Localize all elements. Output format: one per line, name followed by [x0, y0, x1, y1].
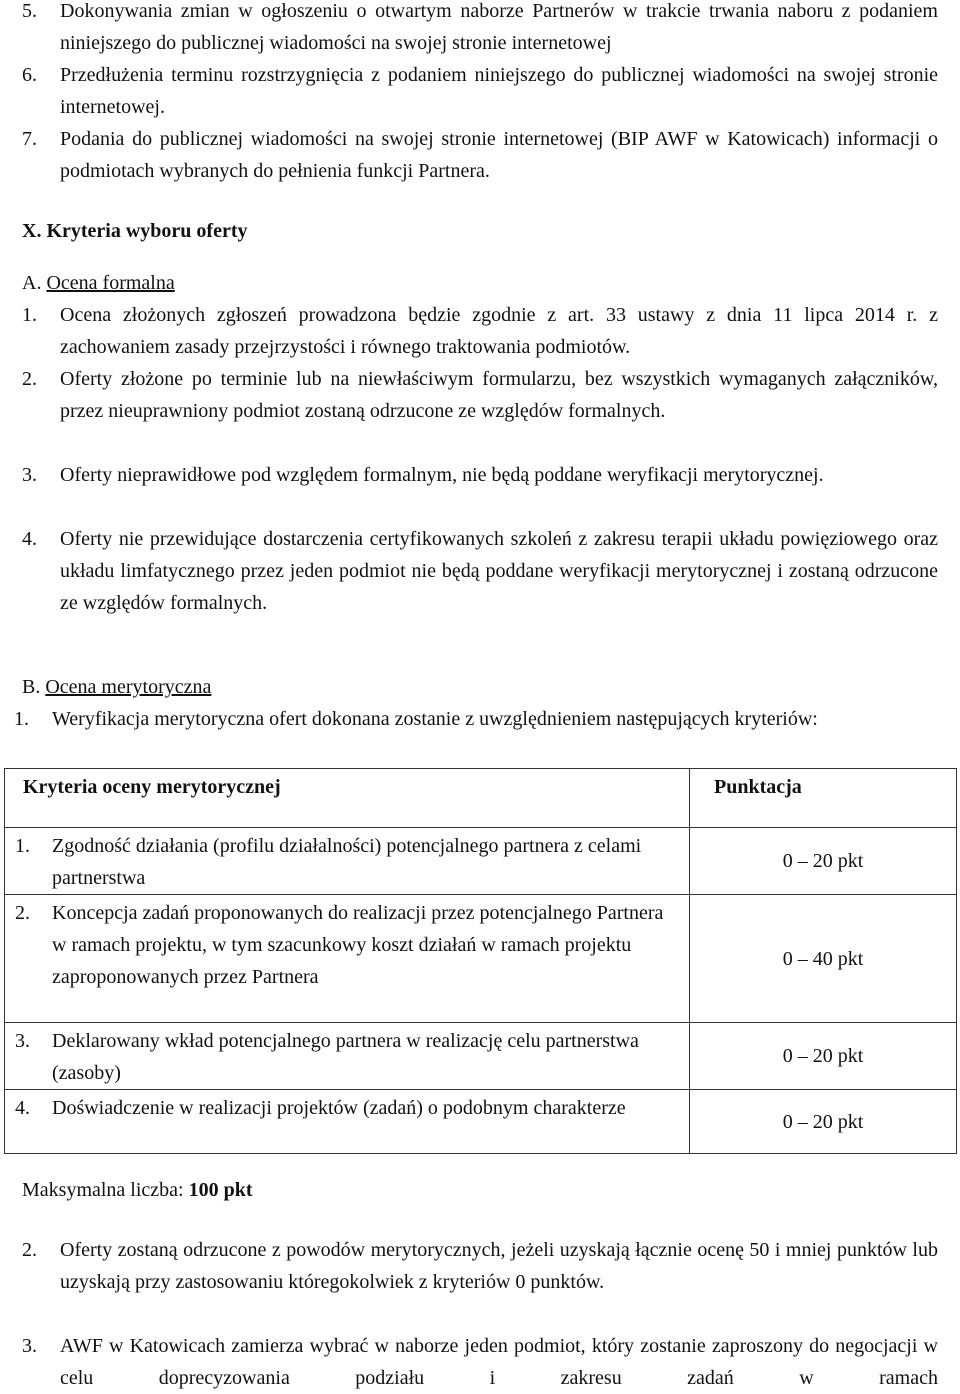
list-number: 2.: [22, 1239, 37, 1261]
criterion-text: Zgodność działania (profilu działalności) potencjalnego partnera z celami partnerstwa: [52, 835, 642, 889]
list-number: 4.: [22, 528, 37, 550]
subsection-b-heading: [22, 671, 211, 703]
list-text: Podania do publicznej wiadomości na swojej stronie internetowej (BIP AWF w Katowicach) informacji o podmiotach wybranych do pełnienia funkcji Partnera.: [60, 128, 938, 182]
list-item: [22, 59, 938, 123]
table-header-row: [5, 769, 957, 828]
list-number: 2.: [22, 368, 37, 390]
list-item: [14, 703, 938, 735]
criterion-number: 1.: [15, 835, 30, 857]
table-row: [5, 828, 957, 895]
table-header-criteria: Kryteria oceny merytorycznej: [5, 769, 690, 828]
list-item: [22, 1234, 938, 1298]
max-points-label: Maksymalna liczba:: [22, 1179, 189, 1201]
list-text: Dokonywania zmian w ogłoszeniu o otwartym naborze Partnerów w trakcie trwania naboru z podaniem niniejszego do publicznej wiadomości na swojej stronie internetowej: [60, 0, 938, 54]
list-number: 3.: [22, 1335, 37, 1357]
list-text: Oferty nieprawidłowe pod względem formalnym, nie będą poddane weryfikacji merytorycznej.: [60, 464, 824, 486]
points-cell: 0 – 40 pkt: [690, 895, 957, 1023]
list-item: [22, 523, 938, 619]
table-row: [5, 1090, 957, 1154]
list-number: 1.: [22, 304, 37, 326]
list-text: AWF w Katowicach zamierza wybrać w naborze jeden podmiot, który zostanie zaproszony do negocjacji w celu doprecyzowania podziału i zakresu zadań w ramach: [60, 1335, 938, 1389]
list-text: Przedłużenia terminu rozstrzygnięcia z podaniem niniejszego do publicznej wiadomości na swojej stronie internetowej.: [60, 64, 938, 118]
criterion-cell: [5, 828, 690, 895]
criterion-cell: [5, 1090, 690, 1154]
list-number: 5.: [22, 0, 37, 22]
table-row: [5, 895, 957, 1023]
list-number: 7.: [22, 128, 37, 150]
subsection-title: Ocena merytoryczna: [45, 676, 212, 698]
list-item: [22, 123, 938, 187]
criterion-cell: [5, 1023, 690, 1090]
list-text: Oferty złożone po terminie lub na niewłaściwym formularzu, bez wszystkich wymaganych załączników, przez nieuprawniony podmiot zostaną odrzucone ze względów formalnych.: [60, 368, 938, 422]
list-number: 6.: [22, 64, 37, 86]
subsection-title: Ocena formalna: [46, 272, 175, 294]
points-cell: 0 – 20 pkt: [690, 828, 957, 895]
section-heading: X. Kryteria wyboru oferty: [22, 220, 248, 242]
subsection-letter: B.: [22, 676, 41, 698]
criterion-text: Deklarowany wkład potencjalnego partnera w realizację celu partnerstwa (zasoby): [52, 1030, 639, 1084]
list-item: [22, 363, 938, 427]
subsection-letter: A.: [22, 272, 42, 294]
max-points-value: 100 pkt: [188, 1179, 253, 1201]
list-item: [22, 0, 938, 59]
list-text: Ocena złożonych zgłoszeń prowadzona będzie zgodnie z art. 33 ustawy z dnia 11 lipca 2014 r. z zachowaniem zasady przejrzystości i równego traktowania podmiotów.: [60, 304, 938, 358]
points-cell: 0 – 20 pkt: [690, 1023, 957, 1090]
criterion-text: Doświadczenie w realizacji projektów (zadań) o podobnym charakterze: [52, 1097, 626, 1119]
list-number: 1.: [14, 708, 29, 730]
criteria-table: [4, 768, 957, 1154]
points-cell: 0 – 20 pkt: [690, 1090, 957, 1154]
list-item: [22, 299, 938, 363]
list-text: Weryfikacja merytoryczna ofert dokonana zostanie z uwzględnieniem następujących kryteriów:: [52, 708, 818, 730]
list-number: 3.: [22, 464, 37, 486]
list-item: [22, 459, 938, 491]
criterion-cell: [5, 895, 690, 1023]
table-header-points: Punktacja: [690, 769, 957, 828]
max-points-line: [22, 1174, 253, 1206]
criterion-number: 3.: [15, 1030, 30, 1052]
list-text: Oferty zostaną odrzucone z powodów merytorycznych, jeżeli uzyskają łącznie ocenę 50 i mniej punktów lub uzyskają przy zastosowaniu któregokolwiek z kryteriów 0 punktów.: [60, 1239, 938, 1293]
criterion-number: 4.: [15, 1097, 30, 1119]
list-text: Oferty nie przewidujące dostarczenia certyfikowanych szkoleń z zakresu terapii układu powięziowego oraz układu limfatycznego przez jeden podmiot nie będą poddane weryfikacji merytorycznej i zostaną odrzucone ze względów formalnych.: [60, 528, 938, 614]
subsection-a-heading: [22, 267, 175, 299]
list-item: [22, 1330, 938, 1394]
criterion-number: 2.: [15, 902, 30, 924]
criterion-text: Koncepcja zadań proponowanych do realizacji przez potencjalnego Partnera w ramach projektu, w tym szacunkowy koszt działań w ramach projektu zaproponowanych przez Partnera: [52, 902, 664, 988]
table-row: [5, 1023, 957, 1090]
